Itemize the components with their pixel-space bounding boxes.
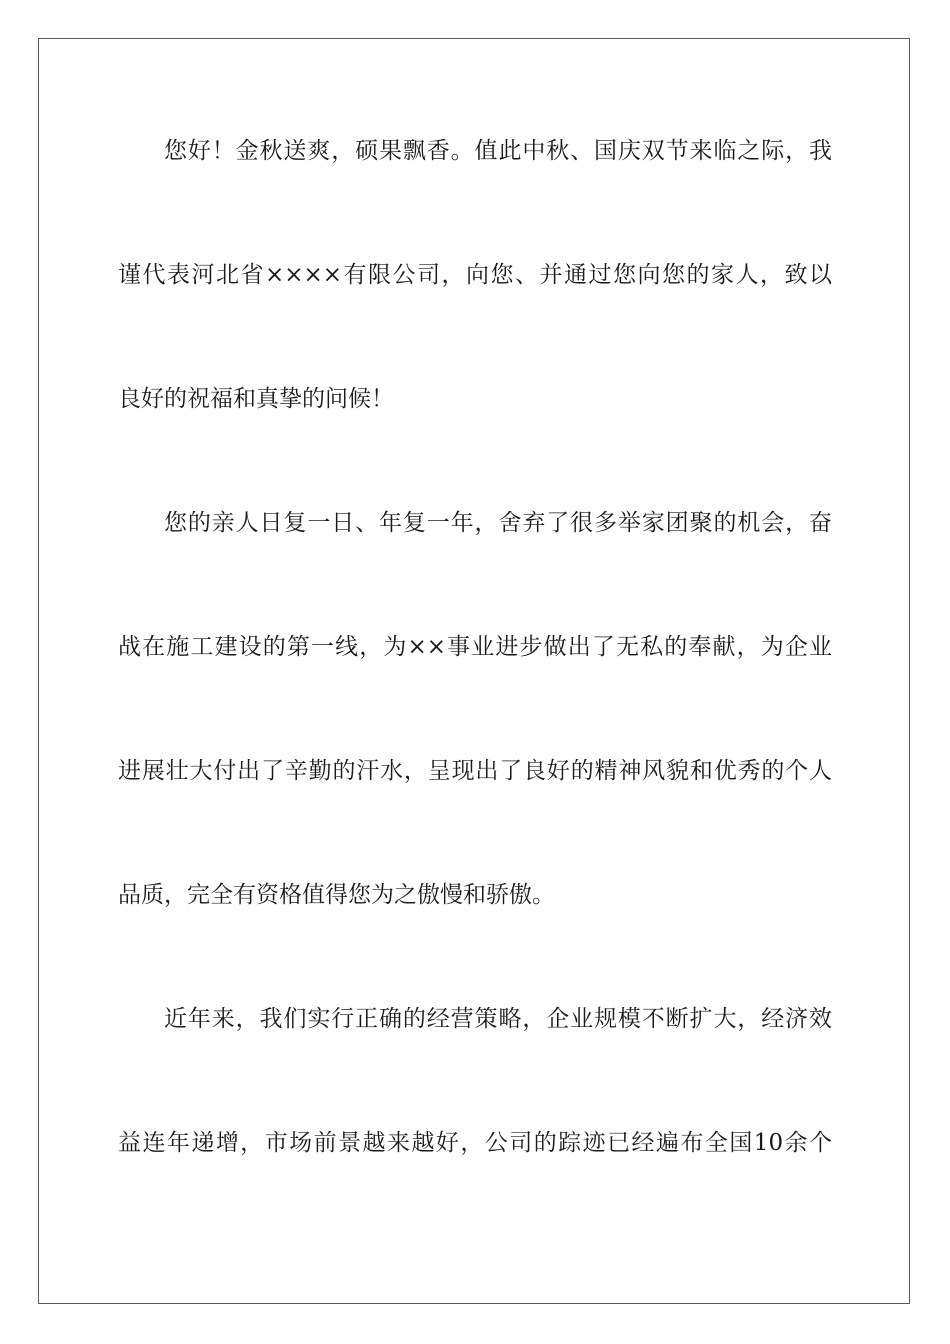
paragraph-2-line-2: 战在施工建设的第一线，为××事业进步做出了无私的奉献，为企业 [118,634,832,660]
paragraph-1-line-3: 良好的祝福和真挚的问候！ [118,386,394,412]
paragraph-1-line-1: 您好！金秋送爽，硕果飘香。值此中秋、国庆双节来临之际，我 [164,138,832,164]
paragraph-3-line-1: 近年来，我们实行正确的经营策略，企业规模不断扩大，经济效 [164,1006,832,1032]
paragraph-3-line-2: 益连年递增，市场前景越来越好，公司的踪迹已经遍布全国10余个 [118,1130,832,1156]
paragraph-1-line-2: 谨代表河北省××××有限公司，向您、并通过您向您的家人，致以 [118,262,832,288]
page-frame [38,38,910,1304]
paragraph-2-line-3: 进展壮大付出了辛勤的汗水，呈现出了良好的精神风貌和优秀的个人 [118,758,832,784]
paragraph-2-line-4: 品质，完全有资格值得您为之傲慢和骄傲。 [118,882,555,908]
paragraph-2-line-1: 您的亲人日复一日、年复一年，舍弃了很多举家团聚的机会，奋 [164,510,832,536]
